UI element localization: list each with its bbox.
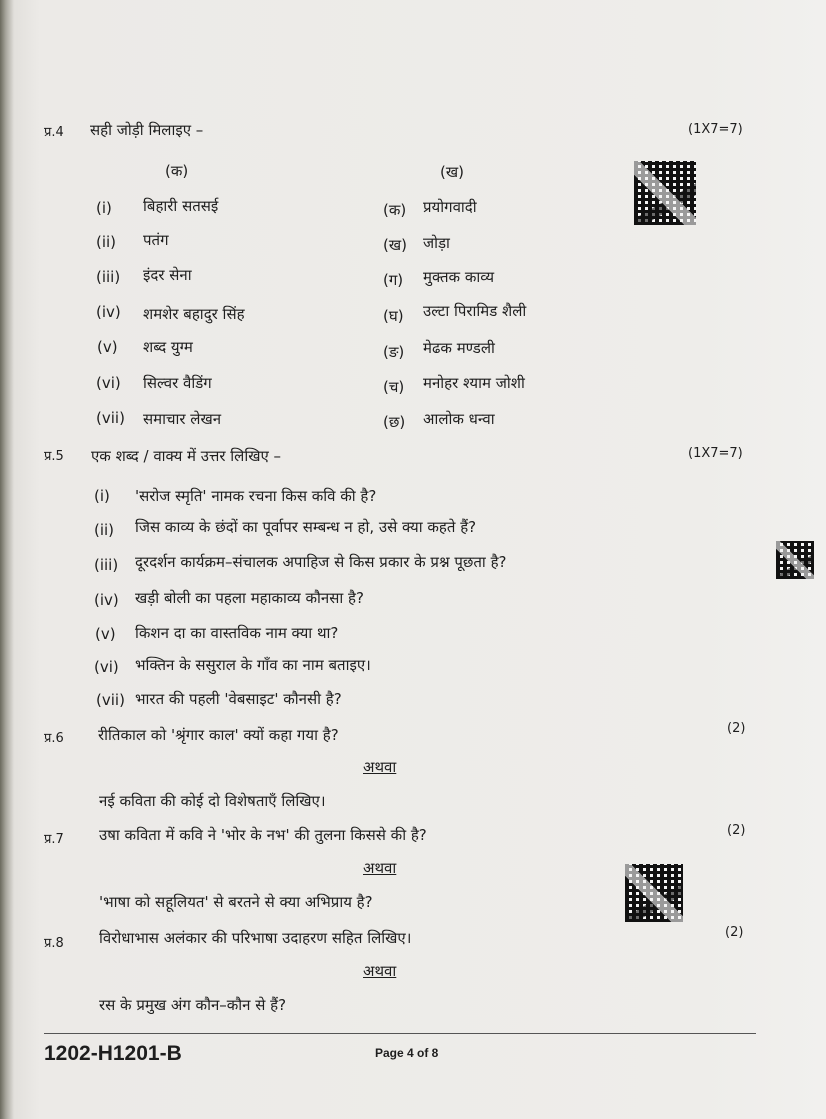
row-b-number: (घ) xyxy=(383,307,404,325)
q4-column-b-heading: (ख) xyxy=(440,163,464,181)
row-b-text: मनोहर श्याम जोशी xyxy=(423,374,525,392)
row-b-text: उल्टा पिरामिड शैली xyxy=(423,302,527,320)
row-a-text: बिहारी सतसई xyxy=(143,197,219,215)
q4-label: प्र.4 xyxy=(44,125,64,140)
q7-or: अथवा xyxy=(363,859,397,877)
q8-label: प्र.8 xyxy=(44,936,64,951)
q5-label: प्र.5 xyxy=(44,449,64,464)
q6-marks: (2) xyxy=(727,721,746,736)
item-text: खड़ी बोली का पहला महाकाव्य कौनसा है? xyxy=(135,589,364,607)
item-text: जिस काव्य के छंदों का पूर्वापर सम्बन्ध न हो, उसे क्या कहते हैं? xyxy=(135,518,477,536)
row-b-text: मेढक मण्डली xyxy=(423,339,495,357)
row-b-number: (ग) xyxy=(383,271,404,289)
item-text: दूरदर्शन कार्यक्रम–संचालक अपाहिज से किस प्रकार के प्रश्न पूछता है? xyxy=(135,553,507,571)
row-a-text: सिल्वर वैडिंग xyxy=(143,374,212,392)
row-a-text: इंदर सेना xyxy=(143,266,192,284)
item-number: (ii) xyxy=(94,521,115,539)
row-a-number: (vi) xyxy=(96,374,121,392)
q8-text: विरोधाभास अलंकार की परिभाषा उदाहरण सहित लिखिए। xyxy=(99,929,412,947)
item-number: (iv) xyxy=(94,591,119,609)
q8-marks: (2) xyxy=(725,925,744,940)
qr-code xyxy=(776,541,814,579)
q7-marks: (2) xyxy=(727,823,746,838)
q8-alternative: रस के प्रमुख अंग कौन–कौन से हैं? xyxy=(99,996,287,1014)
page-number: Page 4 of 8 xyxy=(375,1046,439,1060)
row-a-number: (vii) xyxy=(96,409,125,427)
row-a-text: शमशेर बहादुर सिंह xyxy=(143,305,245,323)
q4-column-a-heading: (क) xyxy=(165,162,189,180)
row-a-number: (i) xyxy=(96,199,112,217)
q6-label: प्र.6 xyxy=(44,731,64,746)
row-b-number: (क) xyxy=(383,201,407,219)
q4-text: सही जोड़ी मिलाइए – xyxy=(90,121,204,139)
item-number: (iii) xyxy=(94,556,119,574)
datamatrix-code xyxy=(634,161,696,225)
item-text: किशन दा का वास्तविक नाम क्या था? xyxy=(135,624,339,642)
row-a-number: (iv) xyxy=(96,303,121,321)
row-b-text: आलोक धन्वा xyxy=(423,410,495,428)
row-a-number: (iii) xyxy=(96,268,121,286)
row-b-number: (ङ) xyxy=(383,343,405,361)
q6-alternative: नई कविता की कोई दो विशेषताएँ लिखिए। xyxy=(99,792,326,810)
item-number: (vi) xyxy=(94,658,119,676)
q5-text: एक शब्द / वाक्य में उत्तर लिखिए – xyxy=(91,447,282,465)
datamatrix-code xyxy=(625,864,683,922)
row-b-number: (छ) xyxy=(383,413,406,431)
q7-label: प्र.7 xyxy=(44,832,64,847)
row-b-number: (ख) xyxy=(383,236,407,254)
paper-code: 1202-H1201-B xyxy=(44,1042,182,1065)
q6-or: अथवा xyxy=(363,758,397,776)
row-b-text: प्रयोगवादी xyxy=(423,198,477,216)
row-a-text: समाचार लेखन xyxy=(143,410,222,428)
row-b-text: मुक्तक काव्य xyxy=(423,268,495,286)
row-a-number: (ii) xyxy=(96,233,117,251)
item-number: (v) xyxy=(95,625,116,643)
row-b-text: जोड़ा xyxy=(423,234,450,252)
item-text: 'सरोज स्मृति' नामक रचना किस कवि की है? xyxy=(135,487,377,505)
q7-alternative: 'भाषा को सहूलियत' से बरतने से क्या अभिप्राय है? xyxy=(99,893,373,911)
q6-text: रीतिकाल को 'श्रृंगार काल' क्यों कहा गया है? xyxy=(98,726,339,744)
q8-or: अथवा xyxy=(363,962,397,980)
row-a-number: (v) xyxy=(97,338,118,356)
q5-marks: (1X7=7) xyxy=(688,446,743,461)
item-number: (i) xyxy=(94,487,110,505)
q4-marks: (1X7=7) xyxy=(688,122,743,137)
footer-divider xyxy=(44,1033,756,1034)
item-text: भारत की पहली 'वेबसाइट' कौनसी है? xyxy=(135,690,342,708)
row-b-number: (च) xyxy=(383,378,405,396)
row-a-text: पतंग xyxy=(143,231,169,249)
row-a-text: शब्द युग्म xyxy=(143,338,193,356)
item-number: (vii) xyxy=(96,691,125,709)
item-text: भक्तिन के ससुराल के गाँव का नाम बताइए। xyxy=(135,656,371,674)
q7-text: उषा कविता में कवि ने 'भोर के नभ' की तुलना किससे की है? xyxy=(99,826,427,844)
